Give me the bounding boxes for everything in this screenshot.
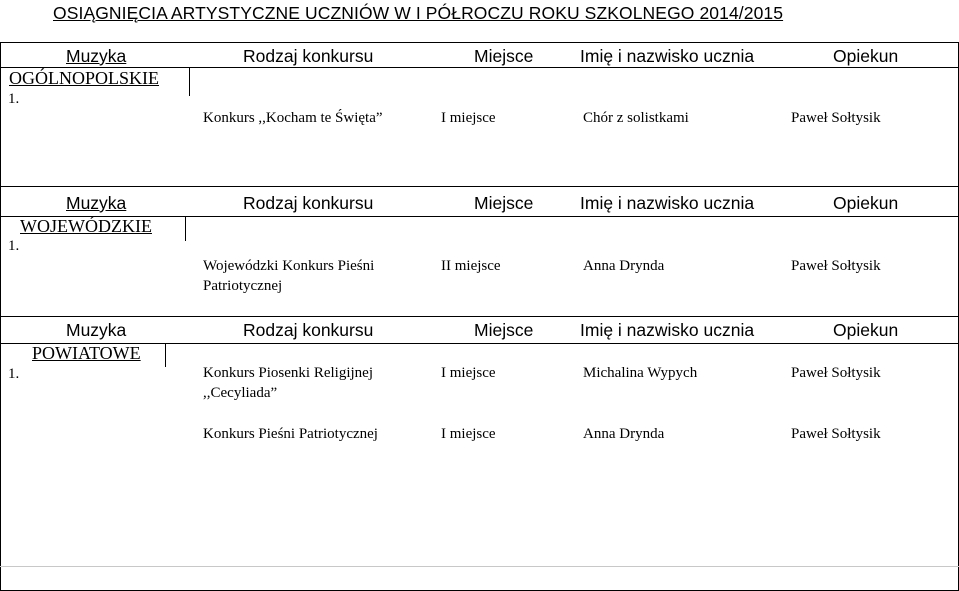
table-border — [0, 186, 1, 316]
table-border — [0, 316, 1, 591]
table-border — [0, 42, 1, 186]
header-rodzaj-konkursu: Rodzaj konkursu — [243, 193, 374, 213]
place-value: I miejsce — [441, 426, 496, 442]
category-label: OGÓLNOPOLSKIE — [9, 68, 159, 88]
header-opiekun: Opiekun — [833, 46, 899, 66]
student-name: Anna Drynda — [583, 258, 665, 274]
row-number: 1. — [8, 91, 20, 107]
table-border — [0, 316, 959, 317]
place-value: II miejsce — [441, 258, 501, 274]
header-miejsce: Miejsce — [474, 46, 534, 66]
konkurs-name: Konkurs ,,Kocham te Święta” — [203, 110, 383, 126]
table-border — [165, 343, 166, 367]
student-name: Michalina Wypych — [583, 365, 698, 381]
header-miejsce: Miejsce — [474, 193, 534, 213]
header-uczen: Imię i nazwisko ucznia — [580, 320, 755, 340]
category-label: POWIATOWE — [32, 343, 141, 363]
row-number: 1. — [8, 238, 20, 254]
konkurs-name: Konkurs Piosenki Religijnej — [203, 365, 373, 381]
table-border — [0, 186, 959, 187]
table-border — [0, 343, 959, 344]
header-uczen: Imię i nazwisko ucznia — [580, 193, 755, 213]
header-opiekun: Opiekun — [833, 320, 899, 340]
header-muzyka: Muzyka — [66, 193, 127, 213]
category-label: WOJEWÓDZKIE — [20, 216, 152, 236]
table-border — [0, 566, 959, 567]
header-uczen: Imię i nazwisko ucznia — [580, 46, 755, 66]
supervisor-name: Paweł Sołtysik — [791, 258, 881, 274]
header-muzyka: Muzyka — [66, 320, 127, 340]
header-rodzaj-konkursu: Rodzaj konkursu — [243, 46, 374, 66]
table-border — [189, 67, 190, 96]
supervisor-name: Paweł Sołtysik — [791, 426, 881, 442]
table-border — [0, 42, 959, 43]
konkurs-name-continued: Patriotycznej — [203, 278, 283, 294]
student-name: Chór z solistkami — [583, 110, 689, 126]
supervisor-name: Paweł Sołtysik — [791, 110, 881, 126]
place-value: I miejsce — [441, 365, 496, 381]
header-miejsce: Miejsce — [474, 320, 534, 340]
konkurs-name: Wojewódzki Konkurs Pieśni — [203, 258, 375, 274]
header-muzyka: Muzyka — [66, 46, 127, 66]
konkurs-name: Konkurs Pieśni Patriotycznej — [203, 426, 378, 442]
page-title: OSIĄGNIĘCIA ARTYSTYCZNE UCZNIÓW W I PÓŁROCZU ROKU SZKOLNEGO 2014/2015 — [53, 3, 784, 23]
student-name: Anna Drynda — [583, 426, 665, 442]
table-border — [185, 216, 186, 241]
row-number: 1. — [8, 366, 20, 382]
konkurs-name-continued: ,,Cecyliada” — [203, 385, 278, 401]
place-value: I miejsce — [441, 110, 496, 126]
header-opiekun: Opiekun — [833, 193, 899, 213]
header-rodzaj-konkursu: Rodzaj konkursu — [243, 320, 374, 340]
supervisor-name: Paweł Sołtysik — [791, 365, 881, 381]
